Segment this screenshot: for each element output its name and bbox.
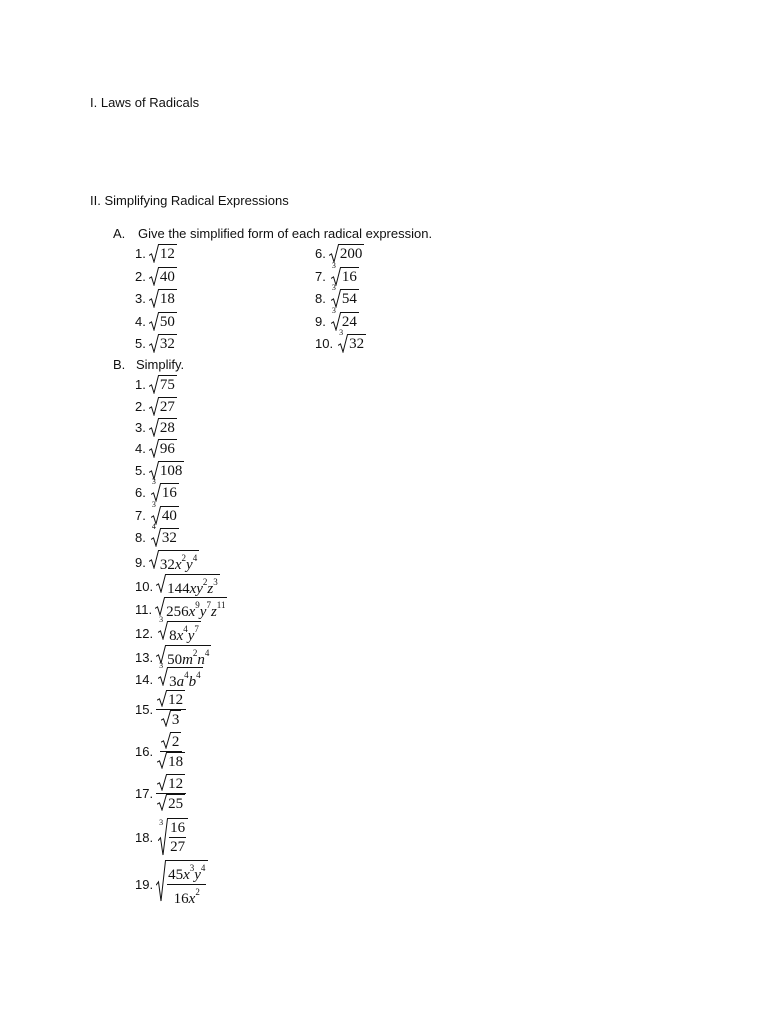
radical	[158, 661, 203, 691]
problem-item	[135, 477, 179, 502]
radical-sign-icon	[149, 312, 159, 331]
radicand-value: 16	[341, 268, 357, 285]
radical	[161, 732, 182, 751]
coefficient: 50	[167, 652, 183, 668]
item-number: 8.	[135, 530, 146, 545]
problem-item	[315, 244, 364, 263]
radical	[149, 289, 177, 308]
fraction	[156, 732, 186, 771]
exponent: 4	[192, 553, 198, 563]
problem-item	[315, 283, 359, 308]
exponent: 7	[206, 600, 211, 610]
problem-item	[135, 522, 179, 547]
item-number: 5.	[135, 336, 146, 351]
item-number: 10.	[135, 578, 154, 594]
radical-sign-icon	[149, 244, 159, 263]
variable: x	[183, 867, 190, 883]
numerator: 2	[171, 734, 180, 750]
numerator: 12	[168, 692, 184, 708]
variable: x	[176, 628, 184, 644]
radicand-value: 24	[341, 313, 357, 330]
radicand	[167, 774, 185, 793]
exponent: 2	[195, 887, 200, 897]
problem-item	[135, 690, 186, 729]
item-number: 4.	[135, 313, 146, 329]
radical-index: 3	[339, 328, 344, 337]
radical-sign-icon	[149, 334, 159, 353]
problem-item	[135, 418, 177, 437]
item-number: 19.	[135, 876, 154, 892]
radical	[149, 312, 177, 331]
radicand	[166, 574, 220, 598]
radical-sign-icon	[158, 621, 168, 640]
numerator: 16	[170, 820, 186, 836]
radicand-value: 16	[161, 485, 177, 501]
problem-item	[135, 500, 179, 525]
variable: x	[174, 557, 182, 573]
radical-index: 3	[159, 615, 164, 624]
radicand	[159, 418, 177, 437]
variable: a	[176, 674, 185, 690]
radical-sign-icon	[157, 794, 167, 811]
variable: y	[194, 867, 201, 883]
item-number: 16.	[135, 744, 154, 759]
radicand-value: 200	[339, 246, 363, 262]
radical-index: 3	[159, 818, 164, 827]
radicand-value: 50	[159, 313, 175, 330]
coefficient: 45	[168, 867, 184, 883]
variable: m	[182, 652, 193, 668]
radicand	[168, 621, 201, 645]
radical-index: 3	[331, 260, 336, 270]
radical	[149, 439, 177, 458]
radical-index: 4	[151, 522, 156, 531]
item-number: 18.	[135, 829, 154, 845]
radical-sign-icon	[149, 375, 159, 394]
radical	[157, 690, 185, 709]
fraction	[169, 819, 186, 856]
part-a-instruction: Give the simplified form of each radical expression.	[138, 226, 433, 241]
radicand	[167, 752, 185, 771]
radicand-value: 18	[159, 291, 175, 307]
variable: x	[188, 891, 196, 907]
coefficient: 32	[159, 557, 175, 573]
radical-index: 3	[159, 661, 164, 670]
variable: y	[186, 557, 193, 573]
radicand-value: 32	[349, 336, 365, 352]
radicand	[166, 860, 208, 908]
item-number: 4.	[135, 441, 146, 456]
radicand	[341, 312, 359, 331]
item-number: 1.	[135, 246, 146, 261]
radicand-value: 27	[159, 399, 175, 415]
problem-item	[135, 375, 177, 394]
coefficient: 3	[169, 674, 177, 690]
exponent: 7	[194, 624, 199, 634]
item-number: 15.	[135, 702, 154, 717]
radical-sign-icon	[149, 439, 159, 458]
radical	[157, 794, 185, 813]
radical	[338, 328, 366, 353]
problem-item	[315, 328, 366, 353]
item-number: 1.	[135, 377, 146, 392]
radicand-value: 28	[159, 420, 175, 436]
radicand	[341, 267, 359, 286]
numerator: 12	[168, 776, 184, 792]
variable: y	[187, 628, 195, 644]
problem-item	[135, 732, 186, 771]
item-number: 6.	[135, 485, 146, 500]
problem-item	[135, 860, 208, 908]
radical	[156, 574, 220, 598]
problem-item	[135, 334, 177, 353]
variable: z	[210, 604, 217, 620]
problem-item	[315, 305, 359, 331]
problem-item	[135, 439, 177, 458]
denominator: 25	[168, 796, 184, 812]
radicand-value: 54	[341, 291, 357, 307]
item-number: 3.	[135, 291, 146, 306]
radical-sign-icon	[161, 732, 171, 749]
exponent: 4	[200, 863, 206, 873]
radical-sign-icon	[149, 267, 159, 286]
problem-item	[135, 312, 177, 331]
item-number: 9.	[135, 554, 146, 570]
radicand	[348, 334, 366, 353]
problem-item	[135, 267, 177, 286]
variable: y	[199, 604, 207, 620]
radicand	[161, 528, 179, 547]
problem-item	[135, 574, 220, 598]
radicand	[159, 397, 177, 416]
problem-item	[315, 260, 359, 286]
item-number: 8.	[315, 291, 326, 306]
radical-sign-icon	[161, 710, 171, 727]
exponent: 4	[196, 670, 201, 680]
denominator: 3	[171, 712, 180, 728]
radicand-value: 12	[159, 246, 175, 262]
item-number: 2.	[135, 399, 146, 414]
item-number: 10.	[315, 336, 334, 351]
radical	[151, 522, 179, 547]
problem-item	[135, 597, 227, 621]
radicand	[159, 312, 177, 331]
problem-item	[135, 397, 177, 416]
radical-sign-icon	[157, 690, 167, 707]
radicand-value: 32	[161, 530, 177, 546]
exponent: 9	[195, 600, 200, 610]
radical-sign-icon	[156, 860, 166, 902]
part-a-letter: A.	[113, 226, 126, 241]
radicand	[159, 550, 199, 574]
radicand-value: 108	[159, 463, 183, 479]
part-b-instruction: Simplify.	[136, 357, 185, 372]
radicand	[339, 244, 365, 263]
problem-item	[135, 289, 177, 308]
radical-index: 3	[151, 477, 156, 486]
radical	[157, 752, 185, 771]
exponent: 4	[183, 624, 188, 634]
radicand	[166, 645, 211, 669]
radical	[157, 774, 185, 793]
radicand-value: 32	[159, 336, 175, 352]
radical-index: 3	[151, 500, 156, 509]
radical	[149, 267, 177, 286]
radical	[156, 645, 211, 669]
denominator: 18	[168, 754, 184, 770]
radical-sign-icon	[157, 752, 167, 769]
radical-index: 3	[331, 283, 336, 292]
section-2-title: II. Simplifying Radical Expressions	[90, 193, 289, 208]
radicand	[171, 710, 182, 729]
radicand	[168, 667, 203, 691]
exponent: 2	[202, 577, 208, 587]
problem-item	[135, 774, 186, 813]
radical	[149, 244, 177, 263]
radicand	[159, 244, 177, 263]
radicand	[159, 334, 177, 353]
coefficient: 8	[169, 628, 177, 644]
radical-sign-icon	[157, 774, 167, 791]
problem-item	[135, 461, 184, 480]
radicand	[159, 461, 185, 480]
exponent: 4	[204, 648, 210, 658]
problem-item	[135, 818, 188, 856]
radicand	[161, 506, 179, 525]
radical-sign-icon	[338, 334, 348, 353]
item-number: 11.	[135, 601, 153, 617]
variable: x	[188, 604, 196, 620]
radical-sign-icon	[149, 418, 159, 437]
denominator: 27	[170, 839, 186, 855]
radicand-value: 40	[161, 508, 177, 524]
item-number: 12.	[135, 625, 154, 641]
radicand-value: 96	[159, 441, 175, 457]
fraction	[156, 690, 186, 729]
problem-item	[135, 615, 201, 645]
radicand	[167, 690, 185, 709]
variable: xy	[189, 581, 203, 597]
radical	[156, 860, 208, 908]
radicand	[159, 267, 177, 286]
part-b-letter: B.	[113, 357, 126, 372]
exponent: 2	[181, 553, 187, 563]
variable: b	[188, 674, 197, 690]
variable: z	[207, 581, 214, 597]
exponent: 4	[184, 670, 189, 680]
radical	[331, 305, 359, 331]
section-1-title: I. Laws of Radicals	[90, 95, 200, 110]
coefficient: 256	[166, 604, 189, 620]
radical-sign-icon	[158, 667, 168, 686]
radical	[149, 397, 177, 416]
radicand	[171, 732, 182, 751]
problem-item	[135, 550, 199, 574]
radicand	[168, 818, 188, 856]
radical	[149, 375, 177, 394]
radicand	[159, 375, 177, 394]
radicand	[167, 794, 185, 813]
radical	[155, 597, 227, 621]
exponent: 3	[189, 863, 195, 873]
radical-sign-icon	[156, 574, 166, 593]
radicand	[161, 483, 179, 502]
coefficient: 16	[173, 891, 189, 907]
radical-index: 3	[331, 305, 336, 315]
radical	[158, 818, 188, 856]
radical-sign-icon	[149, 289, 159, 308]
radicand	[165, 597, 227, 621]
radical-sign-icon	[151, 528, 161, 547]
radical	[149, 418, 177, 437]
item-number: 13.	[135, 649, 154, 665]
item-number: 9.	[315, 313, 326, 329]
item-number: 7.	[135, 508, 146, 523]
radical-sign-icon	[149, 550, 159, 569]
item-number: 14.	[135, 671, 154, 687]
item-number: 7.	[315, 268, 326, 284]
radicand	[341, 289, 359, 308]
radical	[149, 550, 199, 574]
variable: n	[197, 652, 205, 668]
fraction	[156, 774, 186, 813]
item-number: 17.	[135, 786, 154, 801]
coefficient: 144	[167, 581, 190, 597]
radicand-value: 40	[159, 268, 175, 285]
item-number: 3.	[135, 420, 146, 435]
exponent: 3	[213, 577, 218, 587]
exponent: 11	[216, 600, 226, 610]
item-number: 2.	[135, 268, 146, 284]
radicand	[159, 439, 177, 458]
radical-sign-icon	[158, 818, 168, 856]
radical	[149, 334, 177, 353]
problem-item	[135, 244, 177, 263]
radical-sign-icon	[155, 597, 165, 616]
item-number: 6.	[315, 246, 326, 261]
fraction	[167, 861, 206, 908]
radicand-value: 75	[159, 377, 175, 393]
item-number: 5.	[135, 463, 146, 478]
radical	[161, 710, 182, 729]
problem-item	[135, 645, 211, 669]
radicand	[159, 289, 177, 308]
exponent: 2	[192, 648, 198, 658]
problem-item	[135, 661, 203, 691]
radical-sign-icon	[149, 397, 159, 416]
radical	[158, 615, 201, 645]
